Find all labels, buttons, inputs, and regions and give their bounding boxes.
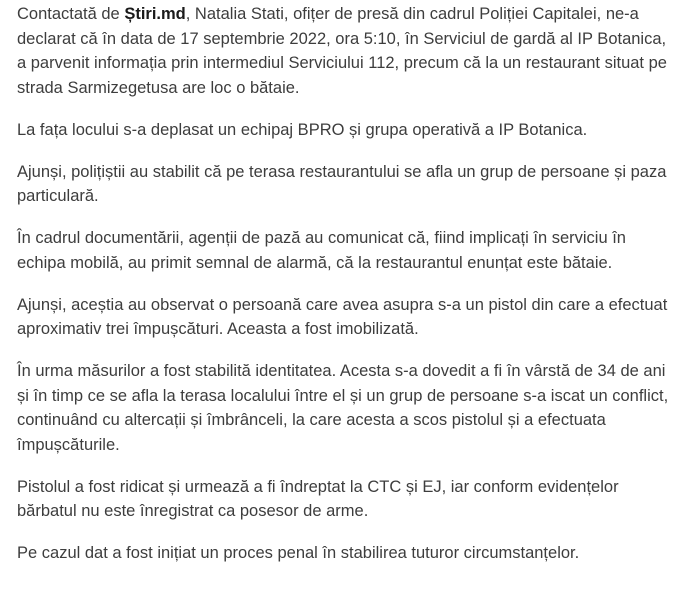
source-brand: Știri.md xyxy=(124,5,186,23)
paragraph-7: Pistolul a fost ridicat și urmează a fi îndreptat la CTC și EJ, iar conform evidențelor bărbatul nu este înregistrat ca posesor de arme. xyxy=(17,477,619,520)
paragraph-1 xyxy=(17,2,677,100)
paragraph-4: În cadrul documentării, agenții de pază au comunicat că, fiind implicați în serviciu în echipa mobilă, au primit semnal de alarmă, că la restaurantul enunțat este bătaie. xyxy=(17,229,626,272)
paragraph-6: În urma măsurilor a fost stabilită identitatea. Acesta s-a dovedit a fi în vârstă de 34 de ani și în timp ce se afla la terasa localului între el și un grup de persoane s-a iscat un conflict, continuând cu altercații și îmbrânceli, la care acesta a scos pistolul și a efectuata împușcăturile. xyxy=(17,362,669,454)
paragraph-8: Pe cazul dat a fost inițiat un proces penal în stabilirea tuturor circumstanțelor. xyxy=(17,544,580,562)
paragraph-5: Ajunși, aceștia au observat o persoană care avea asupra s-a un pistol din care a efectuat aproximativ trei împușcături. Aceasta a fost imobilizată. xyxy=(17,295,668,338)
paragraph-1-text: , Natalia Stati, ofițer de presă din cadrul Poliției Capitalei, ne-a declarat că în data de 17 septembrie 2022, ora 5:10, în Serviciul de gardă al IP Botanica, a parvenit informația prin intermediul Serviciului 112, precum că la un restaurant situat pe strada Sarmizegetusa are loc o bătaie. xyxy=(17,5,667,97)
paragraph-3: Ajunși, polițiștii au stabilit că pe terasa restaurantului se afla un grup de persoane și paza particulară. xyxy=(17,162,667,205)
paragraph-2: La fața locului s-a deplasat un echipaj BPRO și grupa operativă a IP Botanica. xyxy=(17,120,588,139)
article-body xyxy=(17,2,677,583)
paragraph-1-lead: Contactată de xyxy=(17,5,125,23)
